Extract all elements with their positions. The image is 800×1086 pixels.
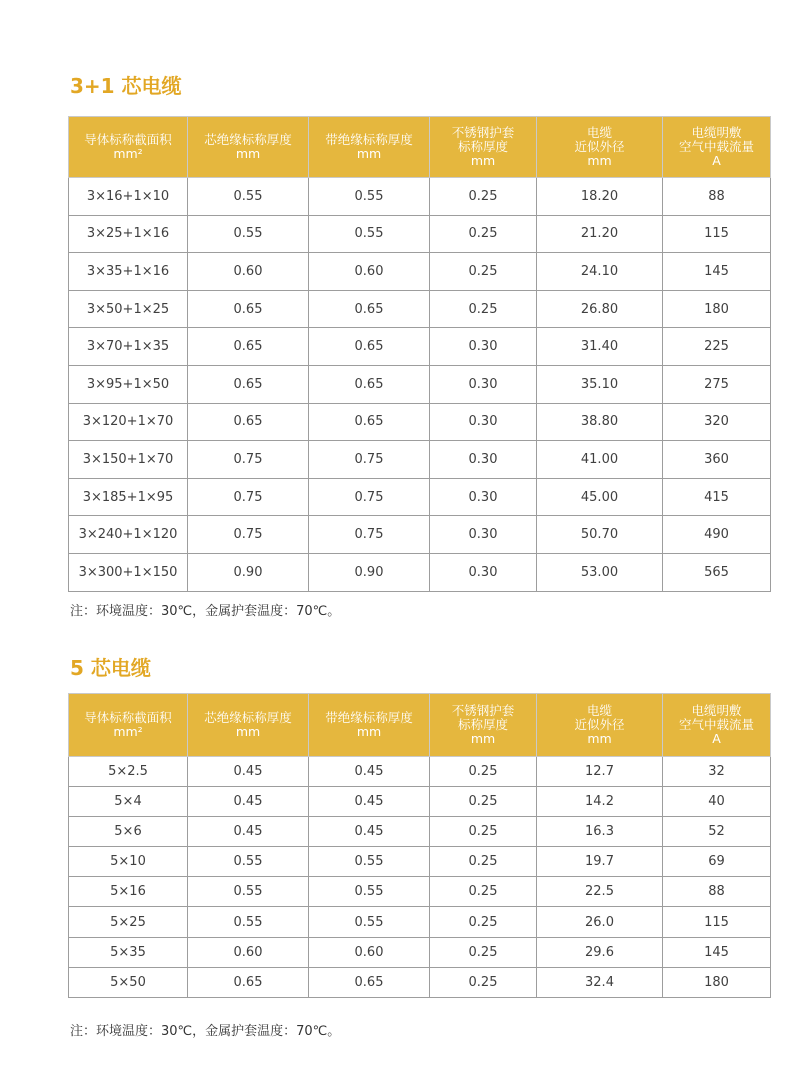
table-row <box>69 847 771 877</box>
table-note: 注：环境温度：30℃，金属护套温度：70℃。 <box>70 1024 341 1039</box>
table-cell: 21.20 <box>537 215 663 253</box>
table-cell: 180 <box>663 967 771 997</box>
table-cell: 3×240+1×120 <box>69 516 188 554</box>
column-header-line: 空气中载流量 <box>678 139 754 154</box>
table-cell: 5×10 <box>69 847 188 877</box>
table-note: 注：环境温度：30℃，金属护套温度：70℃。 <box>70 604 341 619</box>
table-cell: 0.55 <box>188 178 309 216</box>
column-header-line: mm <box>470 153 496 168</box>
column-header <box>69 117 188 178</box>
table-row <box>69 178 771 216</box>
table-cell: 0.55 <box>309 847 430 877</box>
table-header-row <box>69 694 771 757</box>
table-cell: 0.90 <box>309 553 430 591</box>
table-cell: 5×16 <box>69 877 188 907</box>
table-cell: 415 <box>663 478 771 516</box>
table-cell: 115 <box>663 215 771 253</box>
table-cell: 18.20 <box>537 178 663 216</box>
table-cell: 0.55 <box>309 178 430 216</box>
table-row <box>69 328 771 366</box>
table-cell: 0.60 <box>188 253 309 291</box>
column-header <box>309 694 430 757</box>
column-header <box>663 694 771 757</box>
table-cell: 32 <box>663 757 771 787</box>
table-cell: 5×2.5 <box>69 757 188 787</box>
table-cell: 225 <box>663 328 771 366</box>
column-header-line: mm <box>235 724 261 739</box>
table-cell: 180 <box>663 290 771 328</box>
table-cell: 3×70+1×35 <box>69 328 188 366</box>
column-header <box>537 694 663 757</box>
table-cell: 0.45 <box>188 787 309 817</box>
column-header-line: mm <box>587 153 612 168</box>
table-cell: 0.25 <box>430 215 537 253</box>
table-cell: 0.25 <box>430 178 537 216</box>
table-cell: 0.75 <box>188 478 309 516</box>
table-cell: 3×35+1×16 <box>69 253 188 291</box>
table-cell: 52 <box>663 817 771 847</box>
column-header <box>309 117 430 178</box>
table-cell: 3×95+1×50 <box>69 365 188 403</box>
table-cell: 0.65 <box>309 403 430 441</box>
table-cell: 3×150+1×70 <box>69 441 188 479</box>
column-header-line: 电缆 <box>586 703 612 718</box>
column-header-line: 电缆明敷 <box>691 703 742 718</box>
table-cell: 0.90 <box>188 553 309 591</box>
column-header-line: 导体标称截面积 <box>84 132 172 147</box>
table-cell: 0.25 <box>430 967 537 997</box>
table-cell: 31.40 <box>537 328 663 366</box>
column-header <box>69 694 188 757</box>
table-cell: 3×25+1×16 <box>69 215 188 253</box>
table-cell: 0.65 <box>309 365 430 403</box>
table-cell: 3×185+1×95 <box>69 478 188 516</box>
table-cell: 0.55 <box>188 907 309 937</box>
table-cell: 5×35 <box>69 937 188 967</box>
column-header <box>188 694 309 757</box>
table-cell: 41.00 <box>537 441 663 479</box>
table-cell: 0.60 <box>188 937 309 967</box>
table-row <box>69 907 771 937</box>
table-row <box>69 817 771 847</box>
table-cell: 3×300+1×150 <box>69 553 188 591</box>
column-header-line: mm <box>356 146 382 161</box>
table-cell: 88 <box>663 178 771 216</box>
column-header-line: 电缆 <box>586 125 612 140</box>
table-cell: 0.45 <box>309 817 430 847</box>
table-cell: 12.7 <box>537 757 663 787</box>
column-header-line: 导体标称截面积 <box>84 710 172 725</box>
table-row <box>69 516 771 554</box>
table-row <box>69 787 771 817</box>
table-row <box>69 403 771 441</box>
column-header-line: mm <box>587 731 612 746</box>
table-row <box>69 253 771 291</box>
spec-table-5core <box>68 693 771 998</box>
column-header-line: 标称厚度 <box>457 717 508 732</box>
table-cell: 320 <box>663 403 771 441</box>
table-cell: 0.65 <box>309 967 430 997</box>
table-cell: 45.00 <box>537 478 663 516</box>
section-title-5core: 5 芯电缆 <box>70 656 151 680</box>
table-cell: 0.25 <box>430 817 537 847</box>
table-cell: 0.45 <box>188 757 309 787</box>
table-row <box>69 365 771 403</box>
table-cell: 145 <box>663 253 771 291</box>
table-cell: 53.00 <box>537 553 663 591</box>
column-header <box>663 117 771 178</box>
column-header-line: 带绝缘标称厚度 <box>325 710 413 725</box>
table-cell: 0.75 <box>309 441 430 479</box>
table-cell: 0.30 <box>430 365 537 403</box>
column-header <box>430 694 537 757</box>
table-cell: 0.75 <box>188 516 309 554</box>
table-cell: 275 <box>663 365 771 403</box>
table-cell: 0.75 <box>309 478 430 516</box>
table-cell: 5×4 <box>69 787 188 817</box>
column-header-line: 近似外径 <box>574 717 625 732</box>
table-cell: 0.25 <box>430 787 537 817</box>
table-cell: 16.3 <box>537 817 663 847</box>
table-cell: 29.6 <box>537 937 663 967</box>
table-cell: 19.7 <box>537 847 663 877</box>
table-row <box>69 553 771 591</box>
table-cell: 0.25 <box>430 757 537 787</box>
table-cell: 0.25 <box>430 877 537 907</box>
table-cell: 115 <box>663 907 771 937</box>
column-header-line: 近似外径 <box>574 139 625 154</box>
table-row <box>69 877 771 907</box>
table-cell: 0.25 <box>430 937 537 967</box>
table-cell: 0.65 <box>188 328 309 366</box>
table-cell: 24.10 <box>537 253 663 291</box>
table-cell: 3×120+1×70 <box>69 403 188 441</box>
table-cell: 50.70 <box>537 516 663 554</box>
column-header <box>188 117 309 178</box>
column-header-line: mm <box>470 731 496 746</box>
table-row <box>69 478 771 516</box>
table-cell: 360 <box>663 441 771 479</box>
column-header-line: 标称厚度 <box>457 139 508 154</box>
table-cell: 0.25 <box>430 907 537 937</box>
table-cell: 0.30 <box>430 553 537 591</box>
table-cell: 0.45 <box>309 787 430 817</box>
table-header-row <box>69 117 771 178</box>
table-cell: 0.55 <box>309 877 430 907</box>
table-cell: 0.75 <box>309 516 430 554</box>
table-cell: 0.30 <box>430 328 537 366</box>
table-cell: 5×25 <box>69 907 188 937</box>
table-cell: 38.80 <box>537 403 663 441</box>
table-cell: 490 <box>663 516 771 554</box>
table-cell: 0.55 <box>188 877 309 907</box>
column-header-line: A <box>712 153 721 168</box>
table-cell: 3×50+1×25 <box>69 290 188 328</box>
table-cell: 88 <box>663 877 771 907</box>
column-header-line: 芯绝缘标称厚度 <box>204 132 292 147</box>
table-row <box>69 937 771 967</box>
table-cell: 32.4 <box>537 967 663 997</box>
table-cell: 0.25 <box>430 253 537 291</box>
column-header-line: mm <box>356 724 382 739</box>
column-header-line: mm² <box>113 724 143 739</box>
table-row <box>69 967 771 997</box>
table-cell: 0.55 <box>188 847 309 877</box>
column-header <box>430 117 537 178</box>
table-cell: 0.65 <box>188 290 309 328</box>
spec-table-3plus1 <box>68 116 771 592</box>
table-cell: 0.30 <box>430 403 537 441</box>
table-cell: 5×50 <box>69 967 188 997</box>
table-cell: 0.25 <box>430 847 537 877</box>
table-cell: 0.60 <box>309 937 430 967</box>
table-cell: 0.30 <box>430 516 537 554</box>
table-cell: 22.5 <box>537 877 663 907</box>
table-cell: 0.65 <box>188 365 309 403</box>
table-cell: 565 <box>663 553 771 591</box>
column-header-line: 空气中载流量 <box>678 717 754 732</box>
table-row <box>69 441 771 479</box>
column-header-line: 带绝缘标称厚度 <box>325 132 413 147</box>
table-cell: 0.60 <box>309 253 430 291</box>
column-header-line: mm² <box>113 146 143 161</box>
table-cell: 69 <box>663 847 771 877</box>
table-cell: 5×6 <box>69 817 188 847</box>
table-row <box>69 757 771 787</box>
table-cell: 0.75 <box>188 441 309 479</box>
table-row <box>69 290 771 328</box>
table-cell: 35.10 <box>537 365 663 403</box>
table-cell: 0.55 <box>309 215 430 253</box>
table-cell: 0.55 <box>188 215 309 253</box>
column-header-line: 不锈钢护套 <box>451 125 515 140</box>
table-cell: 0.65 <box>309 328 430 366</box>
table-cell: 3×16+1×10 <box>69 178 188 216</box>
table-cell: 26.80 <box>537 290 663 328</box>
table-cell: 0.65 <box>188 403 309 441</box>
table-cell: 0.45 <box>309 757 430 787</box>
table-cell: 0.65 <box>188 967 309 997</box>
column-header <box>537 117 663 178</box>
table-cell: 0.25 <box>430 290 537 328</box>
table-cell: 0.65 <box>309 290 430 328</box>
table-cell: 0.30 <box>430 441 537 479</box>
column-header-line: 电缆明敷 <box>691 125 742 140</box>
column-header-line: 芯绝缘标称厚度 <box>204 710 292 725</box>
table-cell: 26.0 <box>537 907 663 937</box>
table-row <box>69 215 771 253</box>
section-title-3plus1: 3+1 芯电缆 <box>70 74 182 98</box>
table-cell: 0.45 <box>188 817 309 847</box>
table-cell: 0.30 <box>430 478 537 516</box>
column-header-line: A <box>712 731 721 746</box>
table-cell: 14.2 <box>537 787 663 817</box>
table-cell: 0.55 <box>309 907 430 937</box>
column-header-line: 不锈钢护套 <box>451 703 515 718</box>
table-cell: 145 <box>663 937 771 967</box>
table-cell: 40 <box>663 787 771 817</box>
column-header-line: mm <box>235 146 261 161</box>
